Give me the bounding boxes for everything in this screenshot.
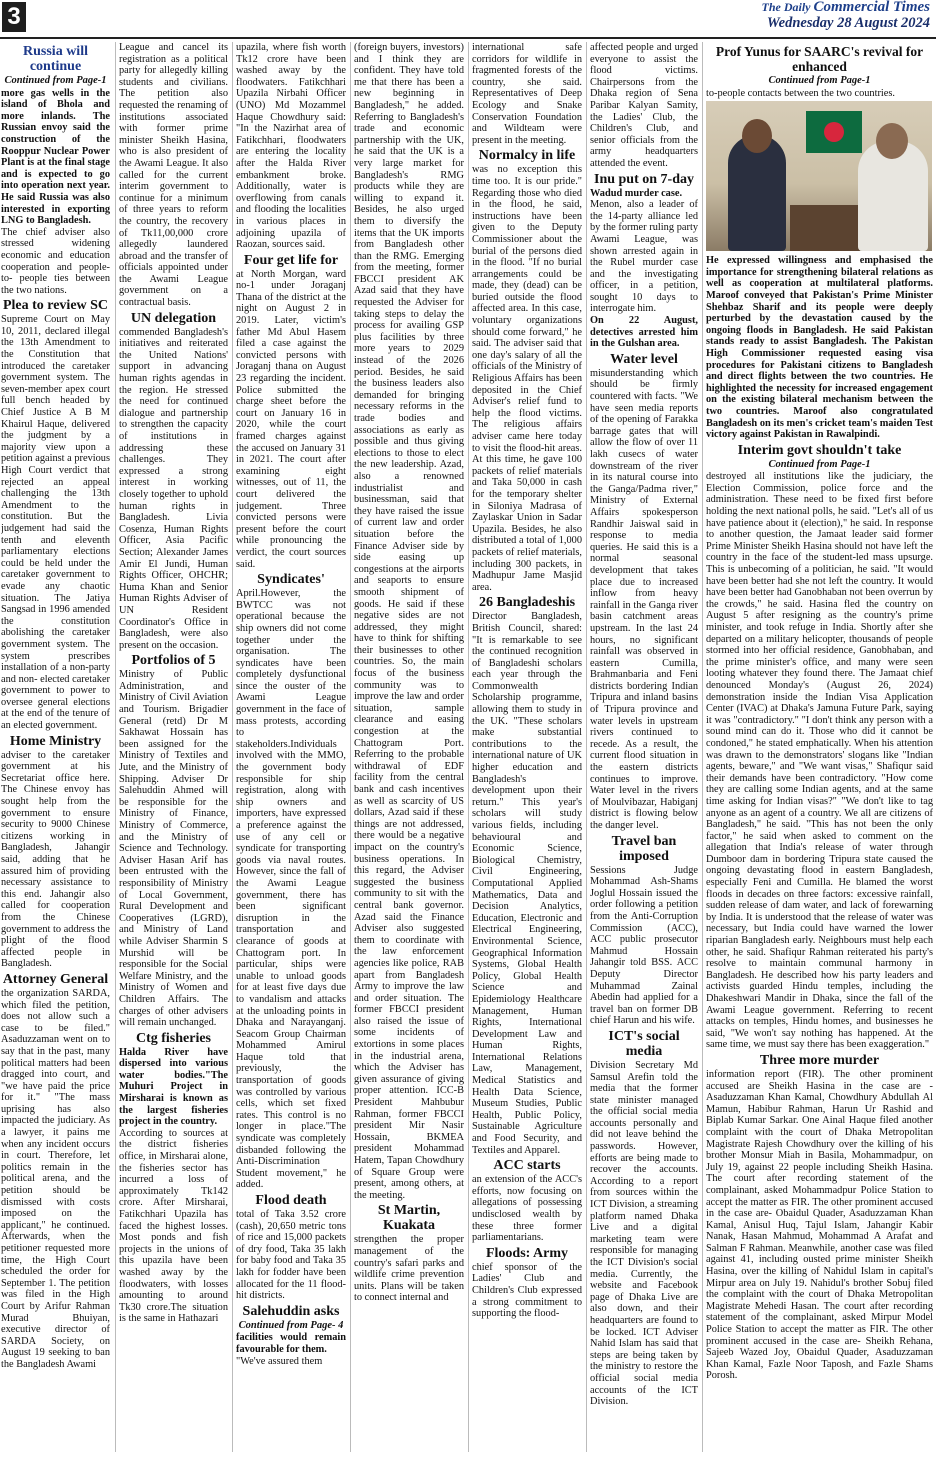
headline: ICT's social media xyxy=(608,1028,680,1059)
article-body: April.However, the BWTCC was not operational because the ship owners did not come together under the organisation. The syndicates have been completely dysfunctional since the ouster of the Awami League government in the face of mass protests, according to stakeholders.Individuals involved with the MMO, the government body responsible for ship registration, along with ship owners and importers, have expressed a preference against the use of any cell or syndicate for transporting goods via naval routes. However, since the fall of the Awami League government, there has been significant disruption in the transportation and clearance of goods at Chattogram port. In particular, ships were unable to unload goods for at least five days due to vandalism and attacks at the unloading points in Dhaka and Narayanganj. Seacom Group Chairman Mohammed Amirul Haque told that previously, the transportation of goods was controlled by various cells, which set fixed rates. This control is no longer in place."The syndicate was completely disbanded following the Anti-Discrimination Student movement," he added. xyxy=(236,588,346,1191)
article-lead: to-people contacts between the two countries. xyxy=(706,87,895,99)
article-body: at North Morgan, ward no-1 under Joraganj Thana of the district at the night on August 2 in 2019. Later, victim's father Md Abul Hasem filed a case against the convicted persons with Joraganj thana on August 23 regarding the incident. Police submitted the charge sheet before the court on January 16 in 2020, while the court framed charges against the accused on January 31 in 2021. The court after examining eight witnesses, out of 11, the court delivered the judgement. Three convicted persons were present before the court while pronouncing the verdict, the court sources said. xyxy=(236,268,346,570)
page-number: 3 xyxy=(2,2,26,32)
article-body: the organization SARDA, which filed the petition, does not allow such a case to be filed." Asaduzzaman went on to say that in the past, many political matters had been dragged into court, and "we have paid the price for it." "The mass uprising has also impacted the judiciary. As a lawyer, it pains me when any incident occurs in court. Therefore, let politics remain in the political arena, and the petition should be dismissed with costs imposed on the applicant," he continued. Afterwards, when the petitioner requested more time, the High Court scheduled the order for September 1. The petition was filed in the High Court by Arifur Rahman Murad Bhuiyan, executive director of SARDA Society, on August 19 seeking to ban the Bangladesh Awami xyxy=(1,987,110,1370)
headline: Portfolios of 5 xyxy=(131,653,216,669)
article-body: affected people and urged everyone to assist the flood victims. Chairpersons from the Dhaka region of Sena Paribar Kalyan Samity, the Ladies' Club, the Children's Club, and senior officials from the army headquarters attended the event. xyxy=(590,42,698,169)
article-body: was no exception this time too. It is our pride." Regarding those who died in the flood, he said, instructions have been given to the Deputy Commissioner about the burial of the persons died in the flood. "If no burial arrangements could be made, they (dead) can be buried outside the flood affected area. In this case, voluntary organizations should come forward," he said. The adviser said that one day's salary of all the officials of the Ministry of Religious Affairs has been deposited in the Chief Adviser's relief fund to help the flood victims. The religious affairs adviser came here today to visit the flood-hit areas. At this time, he gave 100 packets of relief materials and Taka 50,000 in cash for the temporary shelter in Siloniya Madrasa of Zaylaskar Union in Sadar Upazila. Besides, he also distributed a total of 1,000 packets of relief materials, including 300 packets, in Madhupur Jame Masjid area. xyxy=(472,164,582,593)
headline: ACC starts xyxy=(493,1158,561,1174)
article-body: Director Bangladesh, British Council, shared: "It is remarkable to see the continued recognition of Bangladeshi scholars each year through the Commonwealth Scholarship programme, allowing them to study in the UK. "These scholars make substantial contributions to the international nature of UK higher education and Bangladesh's development upon their return." This year's scholars will study various fields, including behavioural and Economic Science, Biological Chemistry, Civil Engineering, Computational Applied Mathematics, Data and Decision Analytics, Education, Electronic and Electrical Engineering, Environmental Science, Geographical Information Systems, Global Health Policy, Global Health Science and Epidemiology Healthcare Management, Human Rights, International Development Law and Human Rights, International Relations Law, Management, Medical Statistics and Health Data Science, Museum Studies, Public Health, Public Policy, Sustainable Agriculture and Food Security, and Textiles and Apparel. xyxy=(472,611,582,1156)
article-lead: facilities would remain favourable for them. xyxy=(236,1332,346,1355)
meeting-photo xyxy=(706,101,932,251)
article-body: Sessions Judge Mohammad Ash-Shams Joglul Hossain issued the order following a petition from the Anti-Corruption Commission (ACC), ACC public prosecutor Mahmud Hossain Jahangir told BSS. ACC Deputy Director Muhammad Zainal Abedin had applied for a travel ban on former DB chief Harun and his wife. xyxy=(590,864,698,1027)
column-divider xyxy=(702,42,703,1452)
continued-line: Continued from Page-1 xyxy=(768,458,871,470)
headline: Floods: Army xyxy=(485,1245,569,1261)
article-body: destroyed all institutions like the judiciary, the Election Commission, police force and the administration. These need to be fixed first before holding the next national polls, he said. "Let's all of us have patience about it (election)," he said. In response to another question, the Jamaat leader said former Prime Minister Sheikh Hasina should not have left the country in the face of the student-led mass upsurge. This is unbecoming of a politician, he said. "It would have been better had she not left the country. It would have been better had Ganobhaban not been overrun by the crowds," he said. Hasina fled the country on August 5 after resigning as the country's prime minister, and took refuge in India. Shortly after she departed on a military helicopter, thousands of people stormed into her official residence, Ganobhaban, and the prime minister's office, and many were seen looting whatever they found there. The Jamaat chief denounced Monday's (August 26, 2024) demonstration inside the Indian Visa Application Center (IVAC) at Dhaka's Jamuna Future Park, saying it was "contradictory." "I don't think any person with a sound mind can do it. Those who did it cannot be condoned," he stated emphatically. When his attention was drawn to the demonstrators' slogans like "Indian agents, beware," and "We want visas," Shafiqur said their demands have been contradictory. "How come they are calling some Indian agents, and at the same time asking for Indian visas?" "We don't like to tag anyone as an agent of a country. We all are citizens of Bangladesh," he said. "This has not been the only factor," he said when asked to comment on the allegation that India's release of water through Dumboor dam in bordering Tripura state caused the ongoing devastating flood in eastern Bangladesh, especially Feni and Cumilla. He blamed the worst floods in decades on three factors: excessive rainfall, sudden release of dam water, and lack of forewarning by India. It is understood that the release of water was necessary, but India could have warned the lower riparian Bangladesh early. Neighbours must help each other, he said. Shafiqur Rahman reiterated his party's resolve to maintain communal harmony in Bangladesh. He described how his party leaders and activists guarded Hindu temples, including the Dhakeshwari Mandir in Dhaka, since the fall of the Awami League government. Referring to recent attacks on temples, Hindu homes, and businesses he said, "We won't say nothing has happened. At the same time, we must say there has been exaggeration." xyxy=(706,471,933,1051)
headline: Flood death xyxy=(255,1193,327,1208)
article-body: Ministry of Public Administration, and Ministry of Civil Aviation and Tourism. Brigadier General (retd) Dr M Sakhawat Hossain has been assigned for the Ministry of Textiles and Jute, and the Ministry of Shipping. Adviser Dr Salehuddin Ahmed will be responsible for the Ministry of Finance, Ministry of Commerce, and the Ministry of Science and Technology. Adviser Hasan Arif has been entrusted with the responsibility of Ministry of Local Government, Rural Development and Cooperatives (LGRD), and Ministry of Land while Adviser Sharmin S Murshid will be responsible for the Social Welfare Ministry, and the Ministry of Women and Children Affairs. The charges of other advisers will remain unchanged. xyxy=(119,669,228,1029)
article-lead: more gas wells in the island of Bhola and more inlands. The Russian envoy said the construction of the Rooppur Nuclear Power Plant is at the final stage and is expected to go into operation next year. He said Russia was also interested in exporting LNG to Bangladesh. xyxy=(1,87,110,227)
article-lead: Halda River have dispersed into various water bodies."The Muhuri Project in Mirsharai is known as the largest fisheries project in the country. xyxy=(119,1046,228,1128)
article-body: He expressed willingness and emphasised the importance for strengthening bilateral relations as well as cooperation at multilateral platforms. Maroof conveyed that Pakistan's Prime Minister Shehbaz Sharif and its people were deeply perturbed by the devastation caused by the ongoing floods in Bangladesh. He said Pakistan stands ready to assist Bangladesh. The Pakistan High Commissioner requested easing visa procedures for Pakistani citizens to Bangladesh and direct flights between the two countries. He highlighted the necessity for increased engagement on the existing bilateral mechanism between the two countries. Maroof also congratulated Bangladesh on its men's cricket team's maiden Test victory against Pakistan in Rawalpindi. xyxy=(706,255,933,441)
article-body: total of Taka 3.52 crore (cash), 20,650 metric tons of rice and 15,000 packets of dry food, Taka 35 lakh for baby food and Taka 35 lakh for fodder have been allocated for the 11 flood-hit districts. xyxy=(236,1209,346,1302)
continued-line: Continued from Page-1 xyxy=(768,75,871,86)
person-head xyxy=(876,123,908,159)
headline: Russia will continue xyxy=(23,44,88,74)
bangladesh-flag-icon xyxy=(806,111,862,153)
person-head xyxy=(742,119,772,153)
masthead-date: Wednesday 28 August 2024 xyxy=(766,15,930,31)
article-body: information report (FIR). The other prominent accused are Sheikh Hasina in the case are - Asaduzzaman Khan Kamal, Chowdhury Abdullah Al Mamun, Habibur Rahman, Harun Ur Rashid and Biplab Kumar Sarkar. One Ainal Haque filed another complaint with the court of Dhaka Metropolitan Magistrate Rajesh Chowdhury over the killing of his brother Monsur Miah in Basila, Mohammadpur, on July 19, against 22 people including Sheikh Hasina. The court after recording statement of the complainant, asked Mohammadpur Police Station to accept the matter as FIR. The other prominent accused in the case are- Obaidul Quader, Asaduzzaman Khan Kamal, Anisul Huq, Tajul Islam, Jahangir Kabir Nanak, Hasan Mahmud, Mohammad A Arafat and Salman F Rahman. Meanwhile, another case was filed against 41, including ousted prime minister Sheikh Hasina, over the killing of Nahidul Islam in capital's Mirpur area on July 19. Nahidul's brother Sobuj filed the complaint with the court of Dhaka Metropolitan Magistrate Mehedi Hasan. The court after recording statement of the complainant, asked Mirpur Model Police Station to accept the matter as FIR. The other prominent accused in the case are- Sheikh Rehana, Sajeeb Wazed Joy, Obaidul Quader, Asaduzzaman Khan Kamal, Fazle Noor Taposh, and Fazle Shams Porosh. xyxy=(706,1068,933,1382)
side-table xyxy=(790,205,860,251)
headline: Interim govt shouldn't take xyxy=(737,442,902,458)
masthead-prefix: The Daily xyxy=(761,0,811,14)
column-5 xyxy=(472,42,582,1452)
column-divider xyxy=(350,42,351,1452)
column-7 xyxy=(706,42,933,1452)
headline: St Martin, Kuakata xyxy=(377,1203,441,1234)
headline: Home Ministry xyxy=(9,733,102,749)
headline: UN delegation xyxy=(130,310,217,326)
article-body: international safe corridors for wildlife in fragmented forests of the country, she said. Representatives of Deep Ecology and Snake Conservation Foundation and Wildteam were present in the meeting. xyxy=(472,42,582,146)
column-6 xyxy=(590,42,698,1452)
headline: Four get life for xyxy=(243,252,339,268)
continued-line: Continued from Page-1 xyxy=(4,75,107,86)
article-body: upazila, where fish worth Tk12 crore have been washed away by the floodwaters. Fatikchhari Upazila Nirbahi Officer (UNO) Md Mozammel Haque Chowdhury said: "In the Nazirhat area of Fatikchhari, floodwaters are entering the locality after the Halda River embankment broke. Additionally, water is overflowing from canals and flooding the localities in various places in adjoining upazila of Raozan, sources said. xyxy=(236,42,346,251)
headline: Three more murder xyxy=(759,1052,880,1068)
article-body: commended Bangladesh's initiatives and reiterated the United Nations' support in advancing human rights agendas in the region. He stressed the need for continued dialogue and partnership to strengthen the capacity of institutions in addressing these challenges. They expressed a strong interest in working closely together to uphold human rights in Bangladesh. Livia Cosenza, Human Rights Officer, Asia Pacific Section; Alexander James Amir El Jundi, Human Rights Officer, OHCHR; Huma Khan and Senior Human Rights Adviser of UN Resident Coordinator's Office in Bangladesh, were also present on the occasion. xyxy=(119,326,228,651)
headline: Inu put on 7-day xyxy=(594,171,694,187)
headline: Syndicates' xyxy=(257,572,325,588)
column-2 xyxy=(119,42,228,1452)
article-tail: On 22 August, detectives arrested him in the Gulshan area. xyxy=(590,315,698,350)
continued-line: Continued from Page- 4 xyxy=(238,1319,344,1331)
column-4 xyxy=(354,42,464,1452)
article-body: Supreme Court on May 10, 2011, declared illegal the 13th Amendment to the Constitution that introduced the caretaker government system. The seven-member apex court full bench headed by Chief Justice A B M Khairul Haque, delivered the judgment by a majority view upon a petition against a previous High Court verdict that rejected an appeal challenging the 13th Amendment to the constitution. But the judgement had said the tenth and eleventh parliamentary elections could be held under the caretaker government to evade any chaotic situation. The Jatiya Sangsad in 1996 amended the constitution abolishing the caretaker government system. The system prescribes installation of a non-party and non- elected caretaker government to power to oversee general elections at the end of the tenure of an elected government. xyxy=(1,314,110,732)
masthead xyxy=(761,0,930,32)
headline: Attorney General xyxy=(2,971,109,987)
article-body: League and cancel its registration as a political party for allegedly killing students and civilians. The petition also requested the renaming of institutions associated with former prime minister Sheikh Hasina, who is also president of the Awami League. It also called for the current interim government to continue for a minimum of three years to reform the country, the recovery of Tk11,00,000 crore allegedly laundered abroad and the transfer of officials appointed under the Awami League government on a contractual basis. xyxy=(119,42,228,309)
article-body: an extension of the ACC's efforts, now focusing on allegations of possessing undisclosed wealth by these three former parliamentarians. xyxy=(472,1174,582,1244)
page-header xyxy=(0,0,936,38)
headline: Salehuddin asks xyxy=(242,1303,340,1319)
column-divider xyxy=(468,42,469,1452)
header-rule xyxy=(0,37,936,39)
article-body: Division Secretary Md Samsul Arefin told the media that the former state minister managed the official social media accounts personally and did not leave behind the passwords. However, efforts are being made to recover the accounts. According to a report from sources within the ICT Division, a streaming platform named Dhaka Live and a digital marketing team were responsible for managing the ICT Division's social media. Currently, the website and Facebook page of Dhaka Live are also down, and their headquarters are found to be locked. ICT Adviser Nahid Islam has said that steps are being taken by the ministry to restore the official social media accounts of the ICT Division. xyxy=(590,1059,698,1408)
article-body: chief sponsor of the Ladies' Club and Children's Club expressed a strong commitment to supporting the flood- xyxy=(472,1261,582,1320)
headline: Ctg fisheries xyxy=(135,1030,212,1046)
column-divider xyxy=(232,42,233,1452)
article-lead: Wadud murder case. xyxy=(590,187,683,199)
headline: Normalcy in life xyxy=(478,148,576,164)
headline: Travel ban imposed xyxy=(611,833,677,864)
headline: 26 Bangladeshis xyxy=(478,595,576,611)
article-body: misunderstanding which should be firmly countered with facts. "We have seen media reports of the opening of Farakka barrage gates that will allow the flow of over 11 lakh cusecs of water downstream of the river in its natural course into the Ganga/Padma river," Ministry of External Affairs spokesperson Randhir Jaiswal said in response to media queries. He said this is a normal seasonal development that takes place due to increased inflow from heavy rainfall in the Ganga river basin catchment areas upstream. In the last 24 hours, no significant rainfall was observed in eastern Cumilla, Brahmanbaria and Feni districts bordering Indian Tripura and inland basins of Tripura province and water levels in upstream rivers continued to recede. As a result, the current flood situation in the eastern districts continues to improve. Water level in the rivers of Moulvibazar, Habiganj district is flowing below the danger level. xyxy=(590,367,698,831)
headline: Prof Yunus for SAARC's revival for enhanced xyxy=(715,44,924,74)
column-1 xyxy=(1,42,110,1452)
article-body: According to sources at the district fisheries office, in Mirsharai alone, the fisheries sector has incurred a loss of approximately Tk142 crore. After Mirsharai, Fatikchhari Upazila has faced the highest losses. Most ponds and fish projects in the unions of this upazila have been washed away by the floodwaters, with losses amounting to around Tk30 crore.The situation is the same in Hathazari xyxy=(119,1127,228,1325)
article-body: Menon, also a leader of the 14-party alliance led by the former ruling party Awami League, was shown arrested again in the Rubel murder case and the investigating officer, in a petition, sought 10 days to interrogate him. xyxy=(590,199,698,315)
article-body: adviser to the caretaker government at his Secretariat office here. The Chinese envoy has sought help from the government to ensure security to 9000 Chinese citizens working in Bangladesh, Jahangir said, adding that he assured him of providing necessary assistance to this end. Jahangir also called for cooperation from the Chinese government to address the plight of the flood affected people in Bangladesh. xyxy=(1,749,110,970)
headline: Water level xyxy=(610,351,678,367)
column-divider xyxy=(115,42,116,1452)
article-body: strengthen the proper management of the country's safari parks and wildlife crime prevention units. Plans will be taken to connect internal and xyxy=(354,1234,464,1304)
column-divider xyxy=(586,42,587,1452)
article-body: The chief adviser also stressed widening economic and education cooperation and people-to- people ties between the two nations. xyxy=(1,226,110,296)
masthead-name: Commercial Times xyxy=(813,0,930,15)
article-body: (foreign buyers, investors) and I think they are confident. They have told me that there has been a new beginning in Bangladesh," he added. Referring to Bangladesh's trade and economic partnership with the UK, he said that the UK is a very large market for Bangladesh's RMG products while they are willing to expand it. Besides, he also urged them to diversify the items that the UK imports from Bangladesh other than the RMG. Emerging from the meeting, former FBCCI president AK Azad said that they have requested the Adviser for taking steps to delay the process for availing GSP plus facilities by three more years to 2029 instead of the 2026 period. Besides, he said the business leaders also demanded for bringing necessary reforms in the trade bodies and associations as early as possible and thus giving elections to those to elect the new leadership. Azad, also a renowned industrialist and businessman, said that they have raised the issue of current law and order situation before the Finance Adviser side by side easing up congestions at the airports and seaports to ensure smooth shipment of goods. He said if these negative sides are not addressed, they might have to think for shifting their businesses to other countries. So, the main focus of the business community was to improve the law and order situation, sample clearance and easing congestion at the Chattogram Port. Referring to the probable withdrawal of EDF facility from the central bank and cash incentives as well as scarcity of US dollars, Azad said if these things are not addressed, there would be a negative impact on the country's business operations. In this regard, the Adviser suggested the business community to sit with the central bank governor. Azad said the Finance Adviser also suggested them to coordinate with the law enforcement agencies like police, RAB apart from Bangladesh Army to improve the law and order situation. The former FBCCI president also raised the issue of some incidents of extortions in some places in the industrial arena, which the Adviser has given assurance of giving proper attention. ICC-B President Mahbubur Rahman, former FBCCI president Mir Nasir Hossain, BKMEA president Mohammad Hatem, Tapan Chowdhury of Square Group were present, among others, at the meeting. xyxy=(354,42,464,1201)
article-body: "We've assured them xyxy=(236,1355,323,1367)
headline: Plea to review SC xyxy=(2,298,109,314)
column-3 xyxy=(236,42,346,1452)
